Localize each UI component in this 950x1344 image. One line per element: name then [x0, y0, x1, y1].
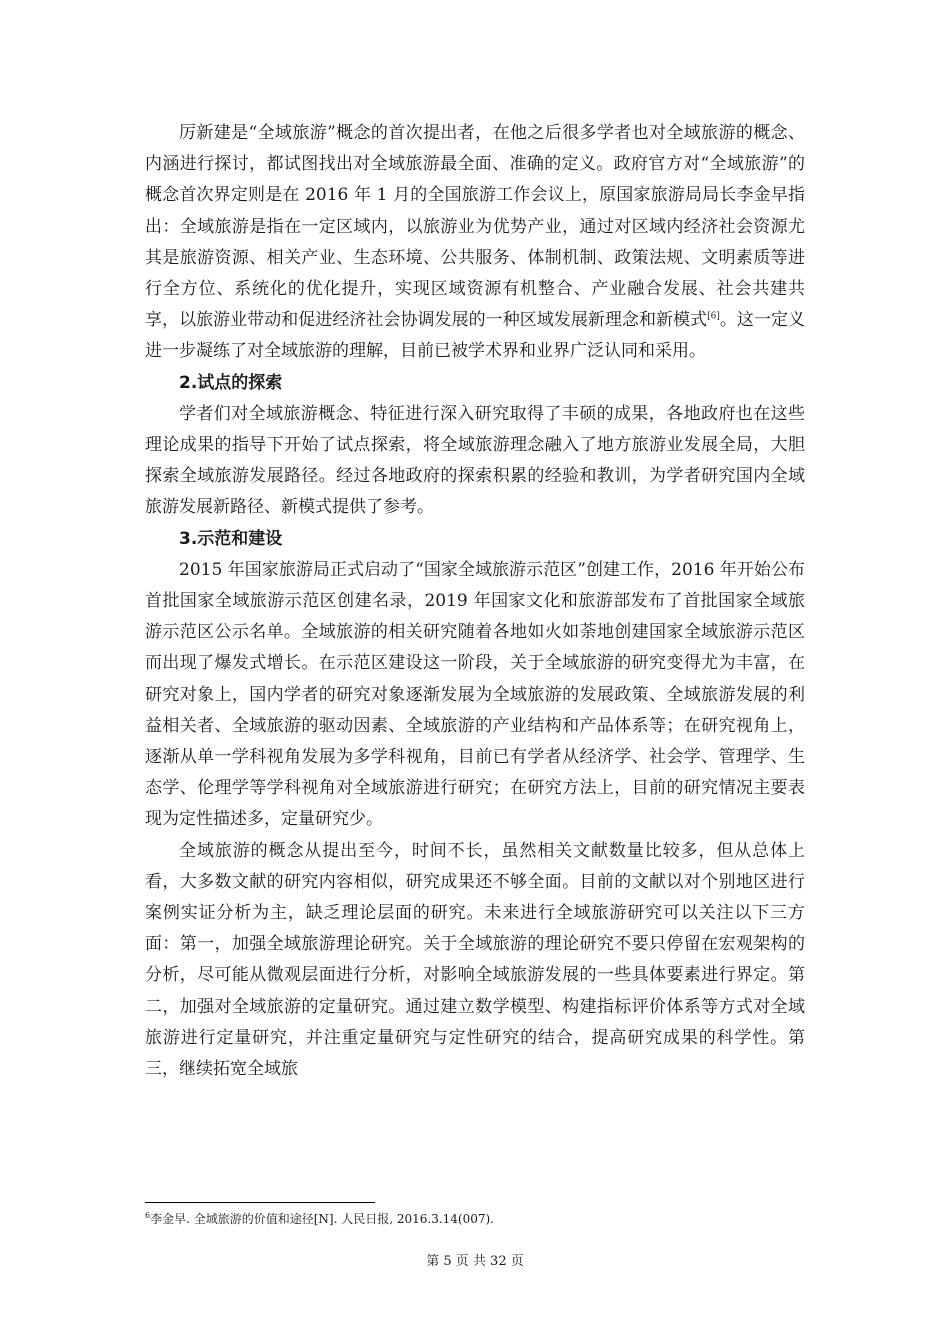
paragraph-summary: 全域旅游的概念从提出至今，时间不长，虽然相关文献数量比较多，但从总体上看，大多数文献的研究内容相似，研究成果还不够全面。目前的文献以对个别地区进行案例实证分析为主，缺乏理论层面的研究。未来进行全域旅游研究可以关注以下三方面：第一，加强全域旅游理论研究。关于全域旅游的理论研究不要只停留在宏观架构的分析，尽可能从微观层面进行分析，对影响全域旅游发展的一些具体要素进行界定。第二，加强对全域旅游的定量研究。通过建立数学模型、构建指标评价体系等方式对全域旅游进行定量研究，并注重定量研究与定性研究的结合，提高研究成果的科学性。第三，继续拓宽全域旅: [145, 840, 805, 1080]
paragraph-demonstration: 2015 年国家旅游局正式启动了“国家全域旅游示范区”创建工作，2016 年开始公布首批国家全域旅游示范区创建名录，2019 年国家文化和旅游部发布了首批国家全域旅游示范区公示名单。全域旅游的相关研究随着各地如火如荼地创建国家全域旅游示范区而出现了爆发式增长。在示范区建设这一阶段，关于全域旅游的研究变得尤为丰富，在研究对象上，国内学者的研究对象逐渐发展为全域旅游的发展政策、全域旅游发展的利益相关者、全域旅游的驱动因素、全域旅游的产业结构和产品体系等；在研究视角上，逐渐从单一学科视角发展为多学科视角，目前已有学者从经济学、社会学、管理学、生态学、伦理学等学科视角对全域旅游进行研究；在研究方法上，目前的研究情况主要表现为定性描述多，定量研究少。: [145, 559, 805, 830]
footnote-marker: 6: [145, 1211, 151, 1220]
section-heading-demonstration: 3.示范和建设: [179, 528, 283, 549]
section-heading-pilot: 2.试点的探索: [179, 372, 283, 393]
page-number: 第 5 页 共 32 页: [426, 1254, 524, 1269]
paragraph-definition: 厉新建是“全域旅游”概念的首次提出者，在他之后很多学者也对全域旅游的概念、内涵进行探讨，都试图找出对全域旅游最全面、准确的定义。政府官方对“全域旅游”的概念首次界定则是在 2016 年 1 月的全国旅游工作会议上，原国家旅游局局长李金早指出：全域旅游是指在一定区域内，以旅游业为优势产业，通过对区域内经济社会资源尤其是旅游资源、相关产业、生态环境、公共服务、体制机制、政策法规、文明素质等进行全方位、系统化的优化提升，实现区域资源有机整合、产业融合发展、社会共建共享，以旅游业带动和促进经济社会协调发展的一种区域发展新理念和新模式[6]。这一定义进一步凝练了对全域旅游的理解，目前已被学术界和业界广泛认同和采用。: [145, 123, 806, 362]
citation-ref[interactable]: [6]: [707, 311, 720, 322]
paragraph-pilot: 学者们对全域旅游概念、特征进行深入研究取得了丰硕的成果，各地政府也在这些理论成果的指导下开始了试点探索，将全域旅游理念融入了地方旅游业发展全局，大胆探索全域旅游发展路径。经过各地政府的探索积累的经验和教训，为学者研究国内全域旅游发展新路径、新模式提供了参考。: [145, 403, 805, 518]
footnote-divider: [145, 1202, 375, 1203]
body-text: [145, 118, 805, 1085]
footnote: [145, 1210, 805, 1228]
footnote-text: 李金早. 全域旅游的价值和途径[N]. 人民日报, 2016.3.14(007).: [150, 1212, 494, 1226]
